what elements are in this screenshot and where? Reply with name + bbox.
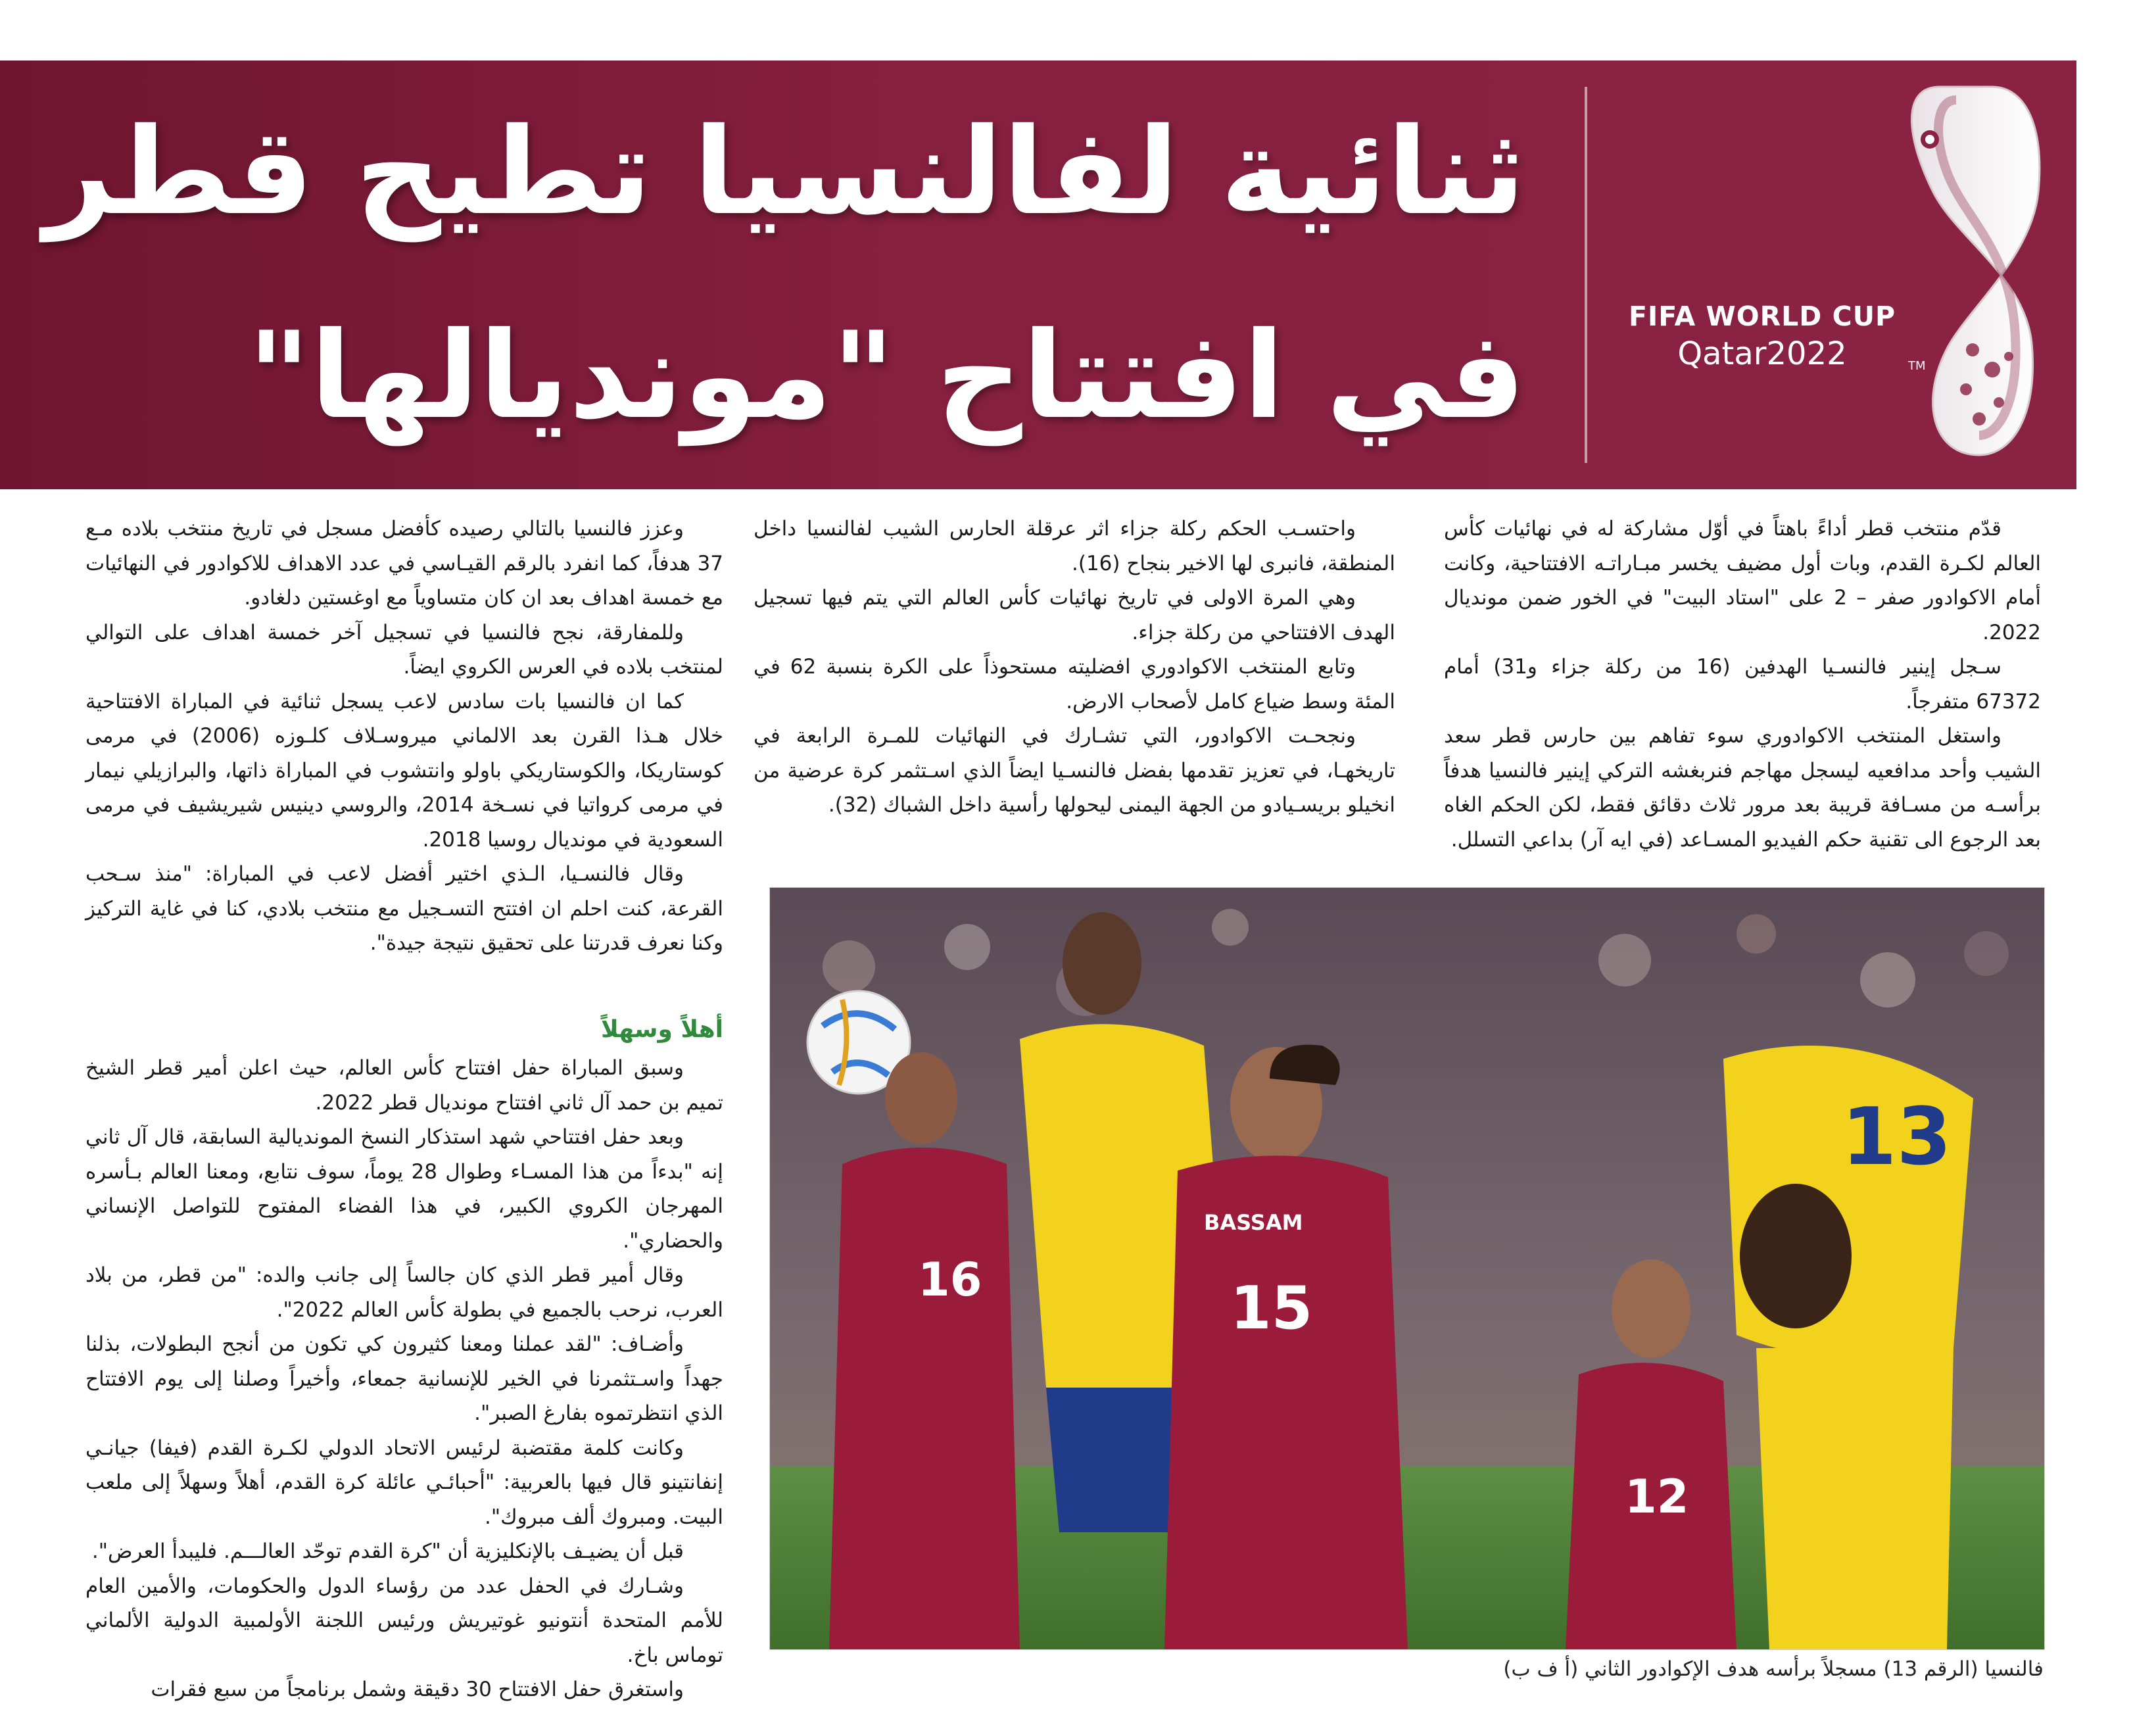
paragraph: وقال أمير قطر الذي كان جالساً إلى جانب والده: "من قطر، من بلاد العرب، نرحب بالجميع في بطولة كأس العالم 2022".	[85, 1263, 723, 1322]
fifa-world-cup-wordmark	[1617, 299, 1907, 374]
shirt-name: BASSAM	[1204, 1210, 1303, 1235]
world-cup-emblem-icon	[1894, 61, 2076, 489]
paragraph: وأضـاف: "لقد عملنا ومعنا كثيرون كي تكون من أنجح البطولات، بذلنا جهداً واسـتثمرنا في الخير للإنسانية جمعاء، وأخيراً وصلنا إلى يوم الافتتاح الذي انتظرتموه بفارغ الصبر".	[85, 1332, 723, 1425]
shirt-number-12: 12	[1625, 1470, 1689, 1524]
paragraph: وشـارك في الحفل عدد من رؤساء الدول والحكومات، والأمين العام للأمم المتحدة أنتونيو غوتيريش ورئيس اللجنة الأولمبية الدولية الألماني توماس باخ.	[85, 1574, 723, 1667]
paragraph: وتابع المنتخب الاكوادوري افضليته مستحوذاً على الكرة بنسبة 62 في المئة وسط ضياع كامل لأصحاب الارض.	[754, 655, 1395, 714]
paragraph: وبعد حفل افتتاحي شهد استذكار النسخ المونديالية السابقة، قال آل ثاني إنه "بدءاً من هذا المسـاء وطوال 28 يوماً، سوف نتابع، ومعنا العالم بـأسره المهرجان الكروي الكبير، في هذا الفضاء المفتوح للتواصل الإنساني والحضاري".	[85, 1125, 723, 1253]
photo-caption: فالنسيا (الرقم 13) مسجلاً برأسه هدف الإكوادور الثاني (أ ف ب)	[1503, 1657, 2044, 1681]
trademark-label: TM	[1908, 359, 1926, 373]
paragraph: وقال فالنسـيا، الـذي اختير أفضل لاعب في المباراة: "منذ سـحب القرعة، كنت احلم ان افتتح التسـجيل مع منتخب بلادي، كنا في غاية التركيز وكنا نعرف قدرتنا على تحقيق نتيجة جيدة".	[85, 862, 723, 955]
article-section-welcome	[85, 1011, 723, 1707]
article-column-middle	[754, 512, 1395, 823]
paragraph: وعزز فالنسيا بالتالي رصيده كأفضل مسجل في تاريخ منتخب بلاده مـع 37 هدفاً، كما انفرد بالرقم القيـاسي في عدد الاهداف للاكوادور في النهائيات مع خمسة اهداف بعد ان كان متساوياً مع اوغستين دلغادو.	[85, 517, 723, 610]
match-photo	[769, 887, 2045, 1650]
headline-line-2: في افتتاح "مونديالها"	[247, 306, 1525, 445]
paragraph: واستغرق حفل الافتتاح 30 دقيقة وشمل برنامجاً من سبع فقرات	[151, 1678, 684, 1701]
headline	[26, 70, 1525, 477]
paragraph: واستغل المنتخب الاكوادوري سوء تفاهم بين حارس قطر سعد الشيب وأحد مدافعيه ليسجل مهاجم فنربغشه التركي إينير فالنسيا هدفاً برأسـه من مسـافة قريبة بعد مرور ثلاث دقائق فقط، لكن الحكم الغاه بعد الرجوع الى تقنية حكم الفيديو المسـاعد (في ايه آر) بداعي التسلل.	[1444, 724, 2041, 852]
paragraph: سـجل إينير فالنسـيا الهدفين (16 من ركلة جزاء و31) أمام 67372 متفرجاً.	[1444, 655, 2041, 714]
paragraph: قبل أن يضيـف بالإنكليزية أن "كرة القدم توحّد العالـــم. فليبدأ العرض".	[91, 1539, 684, 1563]
headline-line-1: ثنائية لفالنسيا تطيح قطر	[44, 102, 1525, 241]
brand-line-1: FIFA WORLD CUP	[1628, 301, 1896, 332]
match-photo-illustration	[770, 888, 2044, 1649]
section-subheading: أهلاً وسهلاً	[600, 1016, 723, 1043]
paragraph: واحتسـب الحكم ركلة جزاء اثر عرقلة الحارس الشيب لفالنسيا داخل المنطقة، فانبرى لها الاخير بنجاح (16).	[754, 517, 1395, 575]
paragraph: كما ان فالنسيا بات سادس لاعب يسجل ثنائية في المباراة الافتتاحية خلال هـذا القرن بعد الالماني ميروسـلاف كلـوزه (2006) في مرمى كوستاريكا، والكوستاريكي باولو وانتشوب في المباراة ذاتها، والبرازيلي نيمار في مرمى كرواتيا في نسـخة 2014، والروسي دينيس شيريشيف في مرمى السعودية في مونديال روسيا 2018.	[85, 689, 723, 852]
paragraph: قدّم منتخب قطر أداءً باهتاً في أوّل مشاركة له في نهائيات كأس العالم لكـرة القدم، وبات أول مضيف يخسر مبـاراتـه الافتتاحية، وكانت أمام الاكوادور صفر – 2 على "استاد البيت" في الخور ضمن مونديال 2022.	[1444, 517, 2041, 644]
headline-banner	[0, 61, 2076, 489]
article-column-right	[1444, 512, 2041, 857]
banner-divider	[1585, 87, 1587, 463]
paragraph: وهي المرة الاولى في تاريخ نهائيات كأس العالم التي يتم فيها تسجيل الهدف الافتتاحي من ركلة جزاء.	[754, 586, 1395, 644]
shirt-number-13: 13	[1842, 1092, 1952, 1183]
paragraph: وللمفارقة، نجح فالنسيا في تسجيل آخر خمسة اهداف على التوالي لمنتخب بلاده في العرس الكروي ايضاً.	[85, 620, 723, 679]
paragraph: ونجحـت الاكوادور، التي تشـارك في النهائيات للمـرة الرابعة في تاريخهـا، في تعزيز تقدمها بفضل فالنسـيا ايضاً الذي اسـتثمر كرة عرضية من انخيلو بريسـيادو من الجهة اليمنى ليحولها رأسية داخل الشباك (32).	[754, 724, 1395, 817]
paragraph: وسبق المباراة حفل افتتاح كأس العالم، حيث اعلن أمير قطر الشيخ تميم بن حمد آل ثاني افتتاح مونديال قطر 2022.	[85, 1056, 723, 1115]
shirt-number-16: 16	[918, 1253, 982, 1307]
shirt-number-15: 15	[1230, 1274, 1313, 1343]
paragraph: وكانت كلمة مقتضبة لرئيس الاتحاد الدولي لكـرة القدم (فيفا) جيانـي إنفانتينو قال فيها بالعربية: "أحبائـي عائلة كرة القدم، أهلاً وسهلاً إلى ملعب البيت. ومبروك ألف مبروك".	[85, 1436, 723, 1529]
article-column-left	[85, 512, 723, 961]
brand-line-2: Qatar2022	[1677, 335, 1847, 372]
